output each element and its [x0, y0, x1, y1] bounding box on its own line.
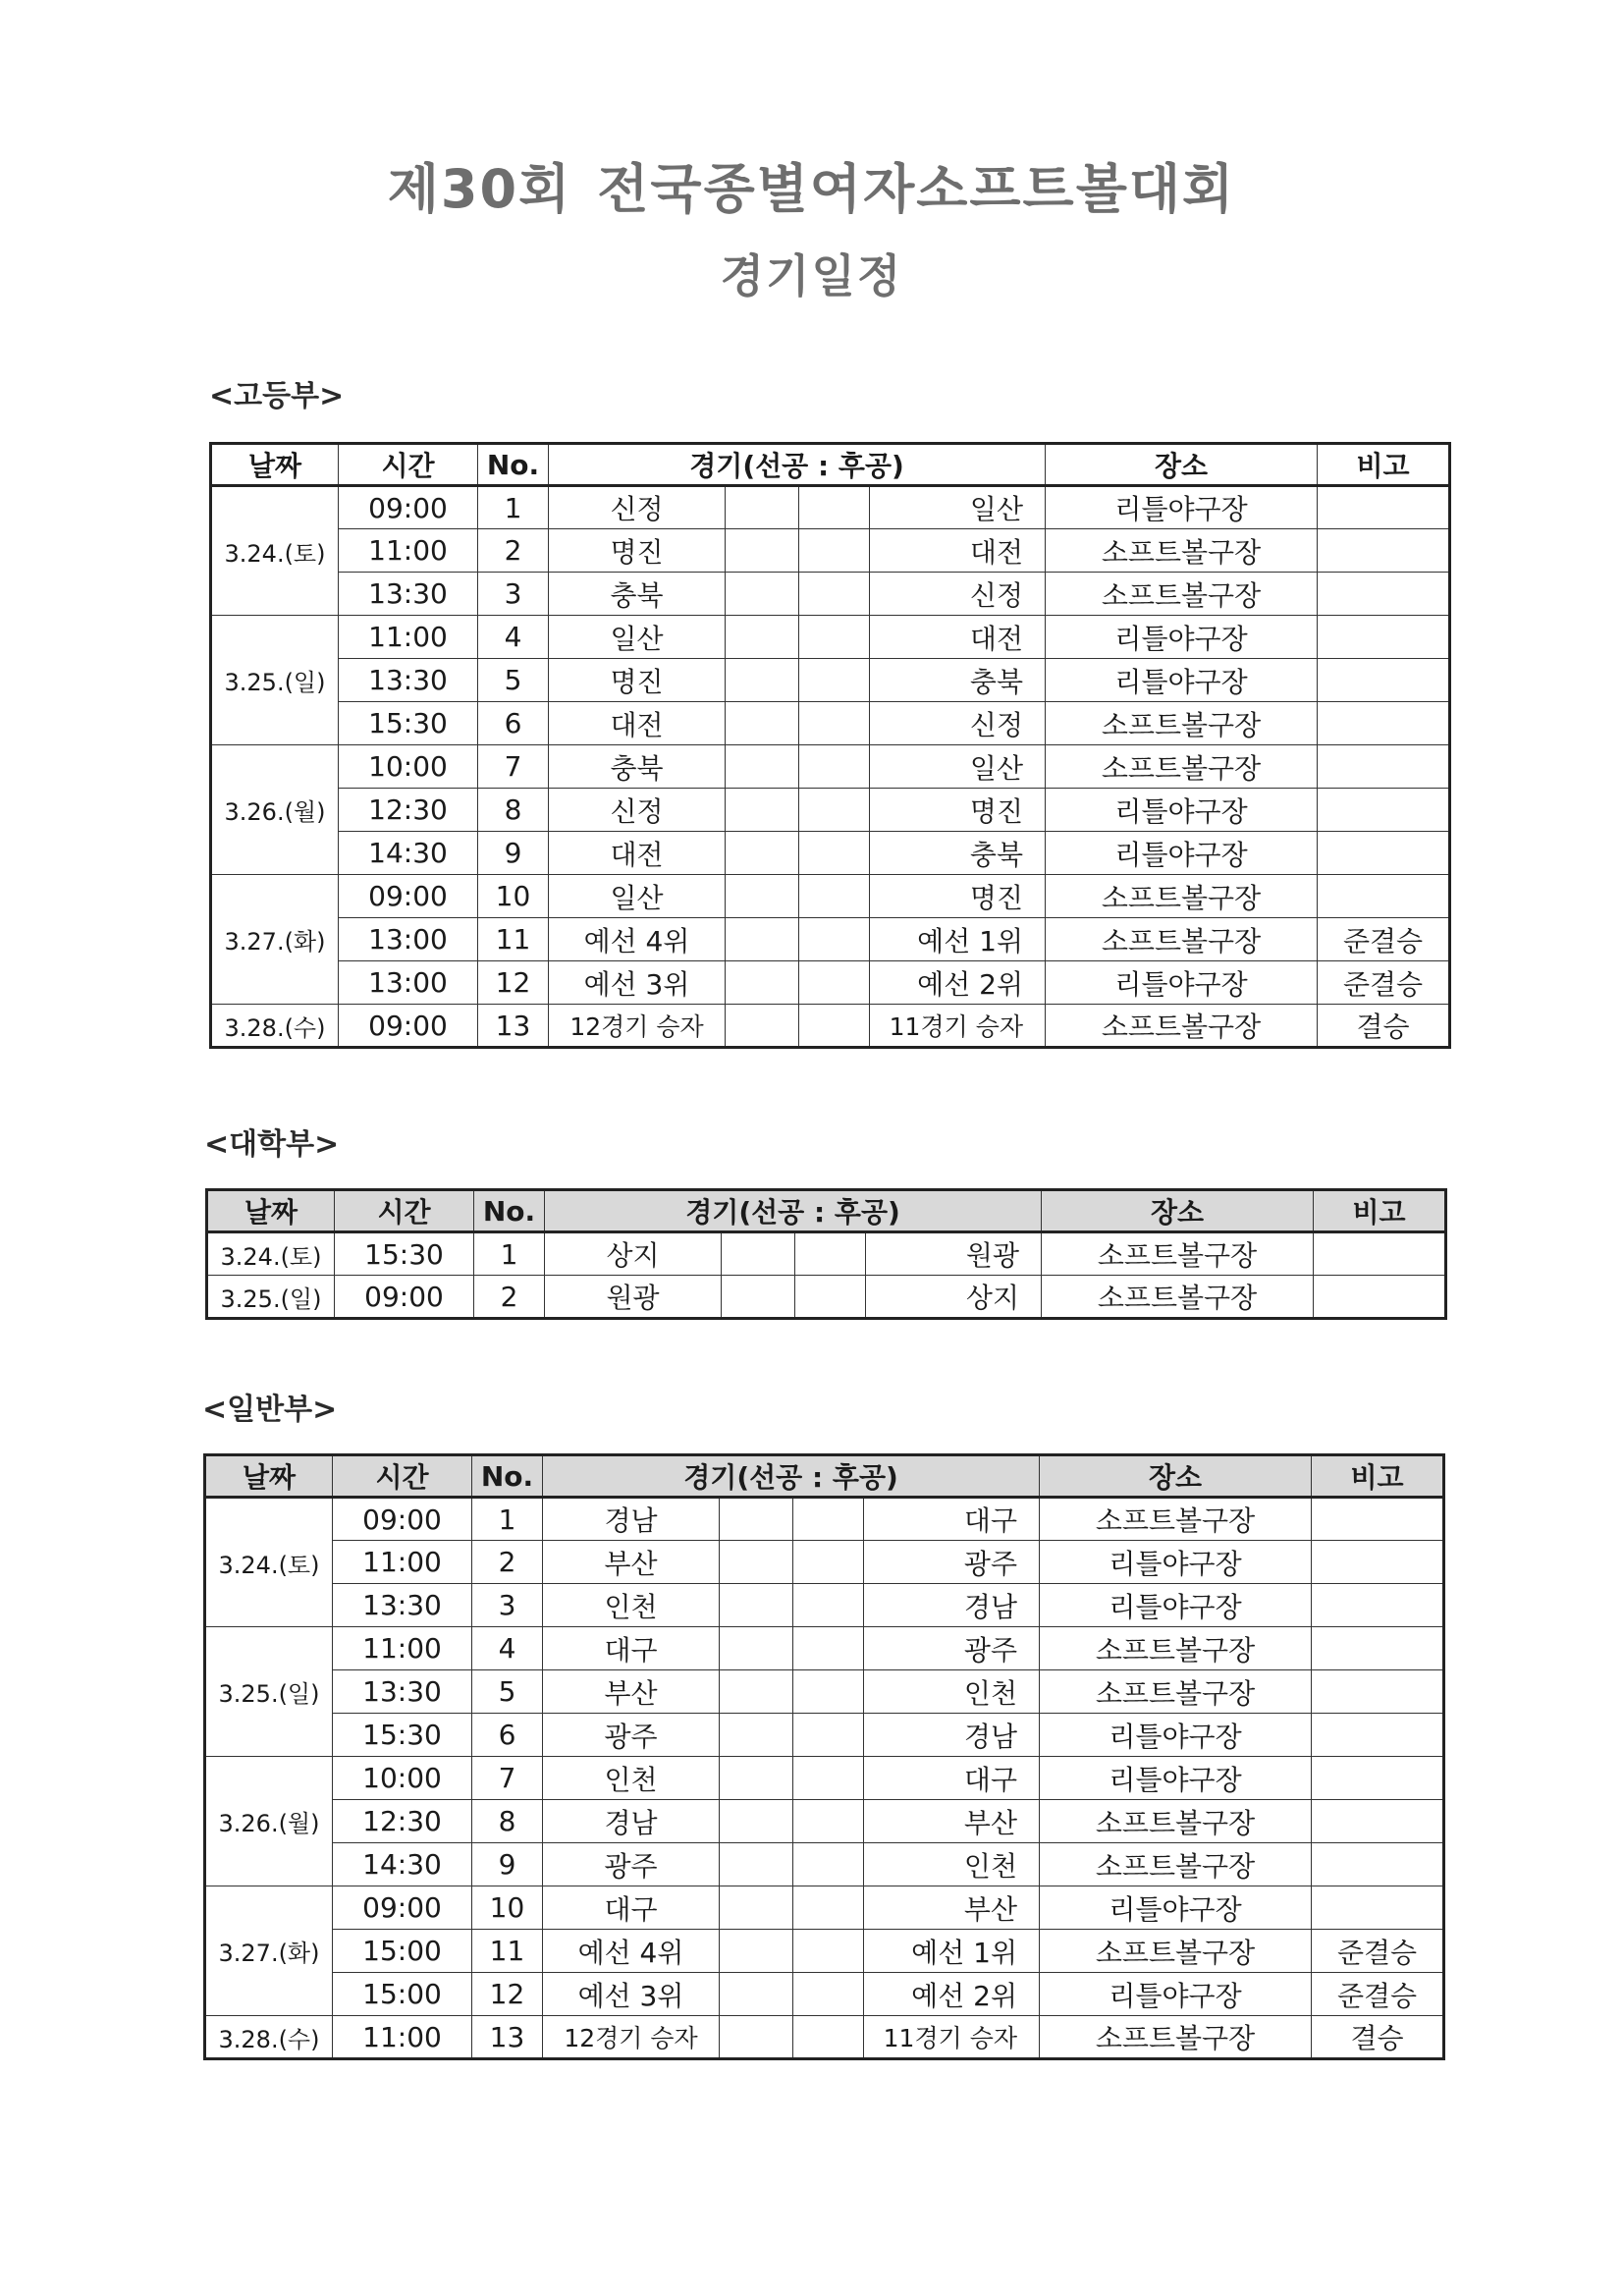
match-time: 15:00 [333, 1973, 472, 2016]
score-cell-empty [726, 659, 799, 702]
match-note: 준결승 [1318, 918, 1450, 961]
match-note [1312, 1714, 1444, 1757]
match-time: 13:00 [339, 961, 478, 1005]
match-time: 09:00 [339, 875, 478, 918]
match-number: 13 [478, 1005, 549, 1048]
match-note: 준결승 [1318, 961, 1450, 1005]
match-number: 6 [472, 1714, 543, 1757]
team-second-attack: 상지 [866, 1276, 1042, 1319]
score-cell-empty [726, 486, 799, 529]
match-number: 10 [472, 1886, 543, 1930]
match-note [1312, 1541, 1444, 1584]
score-cell-empty [726, 616, 799, 659]
team-first-attack: 신정 [549, 486, 726, 529]
match-date: 3.25.(일) [207, 1276, 335, 1319]
match-date: 3.27.(화) [205, 1886, 333, 2016]
match-time: 14:30 [339, 832, 478, 875]
match-number: 4 [478, 616, 549, 659]
team-second-attack: 대전 [870, 616, 1046, 659]
header-note: 비고 [1312, 1455, 1444, 1498]
team-first-attack: 원광 [545, 1276, 722, 1319]
header-match: 경기(선공 : 후공) [549, 444, 1046, 486]
match-time: 11:00 [333, 1627, 472, 1670]
score-cell-empty [720, 2016, 793, 2059]
match-note [1318, 529, 1450, 573]
section-label-high-school: <고등부> [209, 379, 345, 413]
match-time: 13:30 [333, 1670, 472, 1714]
team-second-attack: 충북 [870, 659, 1046, 702]
team-first-attack: 12경기 승자 [543, 2016, 720, 2059]
score-cell-empty [793, 1757, 864, 1800]
table-row [205, 1670, 1444, 1714]
match-time: 15:00 [333, 1930, 472, 1973]
match-number: 11 [472, 1930, 543, 1973]
match-note [1312, 1886, 1444, 1930]
match-date: 3.24.(토) [207, 1232, 335, 1276]
match-venue: 리틀야구장 [1040, 1714, 1312, 1757]
team-second-attack: 일산 [870, 486, 1046, 529]
match-number: 2 [472, 1541, 543, 1584]
score-cell-empty [720, 1584, 793, 1627]
match-venue: 소프트볼구장 [1040, 1670, 1312, 1714]
score-cell-empty [720, 1973, 793, 2016]
team-first-attack: 예선 4위 [549, 918, 726, 961]
score-cell-empty [799, 702, 870, 745]
header-note: 비고 [1314, 1190, 1446, 1232]
match-number: 9 [478, 832, 549, 875]
match-venue: 리틀야구장 [1040, 1973, 1312, 2016]
match-venue: 리틀야구장 [1046, 486, 1318, 529]
match-note [1312, 1757, 1444, 1800]
team-first-attack: 일산 [549, 875, 726, 918]
match-note [1312, 1498, 1444, 1541]
match-date: 3.24.(토) [211, 486, 339, 616]
schedule-table-university [205, 1188, 1447, 1320]
team-second-attack: 11경기 승자 [864, 2016, 1040, 2059]
score-cell-empty [726, 918, 799, 961]
team-first-attack: 신정 [549, 789, 726, 832]
match-venue: 소프트볼구장 [1046, 702, 1318, 745]
match-note: 결승 [1312, 2016, 1444, 2059]
table-row [211, 616, 1450, 659]
match-number: 2 [474, 1276, 545, 1319]
table-row [211, 1005, 1450, 1048]
score-cell-empty [722, 1232, 795, 1276]
score-cell-empty [722, 1276, 795, 1319]
score-cell-empty [795, 1276, 866, 1319]
match-time: 12:30 [333, 1800, 472, 1843]
match-venue: 리틀야구장 [1046, 616, 1318, 659]
team-second-attack: 인천 [864, 1843, 1040, 1886]
team-first-attack: 광주 [543, 1843, 720, 1886]
team-second-attack: 광주 [864, 1627, 1040, 1670]
schedule-table-general [203, 1453, 1445, 2060]
match-number: 2 [478, 529, 549, 573]
match-date: 3.25.(일) [211, 616, 339, 745]
team-first-attack: 예선 3위 [549, 961, 726, 1005]
team-second-attack: 부산 [864, 1800, 1040, 1843]
team-second-attack: 예선 1위 [870, 918, 1046, 961]
score-cell-empty [726, 961, 799, 1005]
score-cell-empty [793, 1498, 864, 1541]
team-first-attack: 경남 [543, 1800, 720, 1843]
team-second-attack: 원광 [866, 1232, 1042, 1276]
team-second-attack: 명진 [870, 875, 1046, 918]
score-cell-empty [799, 573, 870, 616]
score-cell-empty [726, 789, 799, 832]
table-row [211, 918, 1450, 961]
match-venue: 소프트볼구장 [1040, 1498, 1312, 1541]
header-no: No. [472, 1455, 543, 1498]
score-cell-empty [726, 1005, 799, 1048]
section-label-university: <대학부> [204, 1127, 340, 1162]
header-venue: 장소 [1046, 444, 1318, 486]
score-cell-empty [799, 918, 870, 961]
table-row [211, 573, 1450, 616]
score-cell-empty [726, 832, 799, 875]
score-cell-empty [726, 702, 799, 745]
table-row [205, 1627, 1444, 1670]
team-second-attack: 11경기 승자 [870, 1005, 1046, 1048]
team-first-attack: 명진 [549, 659, 726, 702]
match-venue: 소프트볼구장 [1046, 745, 1318, 789]
table-row [205, 1800, 1444, 1843]
score-cell-empty [793, 1584, 864, 1627]
team-second-attack: 예선 2위 [864, 1973, 1040, 2016]
section-label-general: <일반부> [202, 1393, 338, 1427]
header-match: 경기(선공 : 후공) [543, 1455, 1040, 1498]
table-row [211, 486, 1450, 529]
score-cell-empty [799, 1005, 870, 1048]
match-time: 13:30 [339, 659, 478, 702]
table-row [211, 789, 1450, 832]
score-cell-empty [799, 616, 870, 659]
table-row [211, 659, 1450, 702]
score-cell-empty [720, 1541, 793, 1584]
table-row [207, 1276, 1446, 1319]
match-note [1318, 486, 1450, 529]
score-cell-empty [793, 1800, 864, 1843]
match-number: 9 [472, 1843, 543, 1886]
score-cell-empty [720, 1670, 793, 1714]
match-time: 15:30 [333, 1714, 472, 1757]
score-cell-empty [799, 486, 870, 529]
match-number: 1 [472, 1498, 543, 1541]
match-number: 12 [478, 961, 549, 1005]
match-time: 09:00 [333, 1886, 472, 1930]
match-time: 11:00 [333, 1541, 472, 1584]
team-first-attack: 충북 [549, 745, 726, 789]
header-no: No. [474, 1190, 545, 1232]
match-note [1312, 1670, 1444, 1714]
team-second-attack: 경남 [864, 1584, 1040, 1627]
match-date: 3.28.(수) [211, 1005, 339, 1048]
match-venue: 리틀야구장 [1040, 1886, 1312, 1930]
match-note [1312, 1584, 1444, 1627]
score-cell-empty [793, 1843, 864, 1886]
match-note [1314, 1232, 1446, 1276]
team-first-attack: 일산 [549, 616, 726, 659]
team-second-attack: 일산 [870, 745, 1046, 789]
match-number: 13 [472, 2016, 543, 2059]
header-venue: 장소 [1040, 1455, 1312, 1498]
score-cell-empty [720, 1498, 793, 1541]
score-cell-empty [726, 745, 799, 789]
team-second-attack: 충북 [870, 832, 1046, 875]
match-time: 15:30 [335, 1232, 474, 1276]
team-first-attack: 충북 [549, 573, 726, 616]
score-cell-empty [795, 1232, 866, 1276]
match-note [1314, 1276, 1446, 1319]
match-date: 3.28.(수) [205, 2016, 333, 2059]
score-cell-empty [720, 1800, 793, 1843]
score-cell-empty [726, 529, 799, 573]
match-time: 13:00 [339, 918, 478, 961]
table-row [205, 1498, 1444, 1541]
match-time: 13:30 [333, 1584, 472, 1627]
match-number: 7 [478, 745, 549, 789]
match-number: 1 [478, 486, 549, 529]
match-note: 준결승 [1312, 1930, 1444, 1973]
team-second-attack: 명진 [870, 789, 1046, 832]
score-cell-empty [720, 1886, 793, 1930]
score-cell-empty [720, 1843, 793, 1886]
match-date: 3.25.(일) [205, 1627, 333, 1757]
match-number: 11 [478, 918, 549, 961]
score-cell-empty [793, 1541, 864, 1584]
match-venue: 리틀야구장 [1046, 832, 1318, 875]
header-note: 비고 [1318, 444, 1450, 486]
team-first-attack: 인천 [543, 1757, 720, 1800]
team-second-attack: 대구 [864, 1757, 1040, 1800]
team-first-attack: 광주 [543, 1714, 720, 1757]
match-number: 1 [474, 1232, 545, 1276]
header-venue: 장소 [1042, 1190, 1314, 1232]
match-number: 6 [478, 702, 549, 745]
match-time: 09:00 [333, 1498, 472, 1541]
team-second-attack: 부산 [864, 1886, 1040, 1930]
match-time: 13:30 [339, 573, 478, 616]
match-number: 3 [472, 1584, 543, 1627]
team-first-attack: 상지 [545, 1232, 722, 1276]
score-cell-empty [720, 1627, 793, 1670]
table-row [211, 745, 1450, 789]
header-date: 날짜 [207, 1190, 335, 1232]
team-first-attack: 12경기 승자 [549, 1005, 726, 1048]
match-note [1318, 616, 1450, 659]
team-second-attack: 광주 [864, 1541, 1040, 1584]
team-second-attack: 신정 [870, 573, 1046, 616]
score-cell-empty [793, 1714, 864, 1757]
score-cell-empty [799, 832, 870, 875]
header-date: 날짜 [211, 444, 339, 486]
team-second-attack: 인천 [864, 1670, 1040, 1714]
header-time: 시간 [339, 444, 478, 486]
score-cell-empty [793, 1886, 864, 1930]
title-edition: 제30회 [387, 158, 572, 220]
team-first-attack: 부산 [543, 1541, 720, 1584]
table-row [211, 875, 1450, 918]
team-first-attack: 예선 4위 [543, 1930, 720, 1973]
match-date: 3.26.(월) [211, 745, 339, 875]
team-second-attack: 신정 [870, 702, 1046, 745]
match-time: 11:00 [333, 2016, 472, 2059]
score-cell-empty [799, 961, 870, 1005]
match-date: 3.27.(화) [211, 875, 339, 1005]
match-time: 15:30 [339, 702, 478, 745]
match-venue: 리틀야구장 [1040, 1584, 1312, 1627]
match-time: 10:00 [339, 745, 478, 789]
table-row [205, 1886, 1444, 1930]
match-venue: 리틀야구장 [1046, 659, 1318, 702]
match-venue: 소프트볼구장 [1042, 1232, 1314, 1276]
table-row [205, 1843, 1444, 1886]
table-row [211, 961, 1450, 1005]
header-time: 시간 [335, 1190, 474, 1232]
match-number: 10 [478, 875, 549, 918]
match-time: 12:30 [339, 789, 478, 832]
match-venue: 소프트볼구장 [1040, 1843, 1312, 1886]
match-time: 14:30 [333, 1843, 472, 1886]
match-note [1312, 1843, 1444, 1886]
match-note: 준결승 [1312, 1973, 1444, 2016]
header-no: No. [478, 444, 549, 486]
table-row [205, 2016, 1444, 2059]
match-note [1318, 832, 1450, 875]
table-row [205, 1714, 1444, 1757]
match-number: 7 [472, 1757, 543, 1800]
match-date: 3.26.(월) [205, 1757, 333, 1886]
team-first-attack: 대전 [549, 702, 726, 745]
header-row [211, 444, 1450, 486]
match-time: 09:00 [339, 1005, 478, 1048]
table-row [205, 1930, 1444, 1973]
header-time: 시간 [333, 1455, 472, 1498]
table-row [205, 1541, 1444, 1584]
team-first-attack: 대전 [549, 832, 726, 875]
match-note [1318, 702, 1450, 745]
score-cell-empty [726, 875, 799, 918]
match-note [1312, 1627, 1444, 1670]
match-venue: 소프트볼구장 [1042, 1276, 1314, 1319]
match-number: 8 [472, 1800, 543, 1843]
match-number: 5 [472, 1670, 543, 1714]
match-number: 3 [478, 573, 549, 616]
score-cell-empty [799, 745, 870, 789]
team-first-attack: 경남 [543, 1498, 720, 1541]
table-row [211, 832, 1450, 875]
match-time: 10:00 [333, 1757, 472, 1800]
team-second-attack: 예선 2위 [870, 961, 1046, 1005]
match-number: 4 [472, 1627, 543, 1670]
match-venue: 소프트볼구장 [1046, 1005, 1318, 1048]
table-row [211, 702, 1450, 745]
match-time: 09:00 [339, 486, 478, 529]
team-first-attack: 명진 [549, 529, 726, 573]
team-first-attack: 예선 3위 [543, 1973, 720, 2016]
team-second-attack: 대구 [864, 1498, 1040, 1541]
match-number: 12 [472, 1973, 543, 2016]
team-second-attack: 경남 [864, 1714, 1040, 1757]
table-row [205, 1584, 1444, 1627]
team-first-attack: 부산 [543, 1670, 720, 1714]
match-note [1312, 1800, 1444, 1843]
score-cell-empty [799, 529, 870, 573]
score-cell-empty [726, 573, 799, 616]
match-note [1318, 573, 1450, 616]
score-cell-empty [799, 875, 870, 918]
table-row [205, 1757, 1444, 1800]
header-date: 날짜 [205, 1455, 333, 1498]
header-row [207, 1190, 1446, 1232]
match-venue: 소프트볼구장 [1040, 2016, 1312, 2059]
score-cell-empty [720, 1757, 793, 1800]
score-cell-empty [799, 789, 870, 832]
header-row [205, 1455, 1444, 1498]
match-venue: 소프트볼구장 [1046, 918, 1318, 961]
match-note [1318, 659, 1450, 702]
score-cell-empty [720, 1930, 793, 1973]
match-venue: 소프트볼구장 [1046, 573, 1318, 616]
match-number: 5 [478, 659, 549, 702]
match-time: 11:00 [339, 529, 478, 573]
match-venue: 소프트볼구장 [1040, 1627, 1312, 1670]
team-first-attack: 대구 [543, 1886, 720, 1930]
match-note [1318, 875, 1450, 918]
match-venue: 리틀야구장 [1040, 1757, 1312, 1800]
table-row [207, 1232, 1446, 1276]
match-venue: 소프트볼구장 [1046, 529, 1318, 573]
score-cell-empty [720, 1714, 793, 1757]
header-match: 경기(선공 : 후공) [545, 1190, 1042, 1232]
match-venue: 소프트볼구장 [1046, 875, 1318, 918]
team-first-attack: 대구 [543, 1627, 720, 1670]
match-number: 8 [478, 789, 549, 832]
match-venue: 리틀야구장 [1046, 789, 1318, 832]
team-second-attack: 예선 1위 [864, 1930, 1040, 1973]
match-note [1318, 789, 1450, 832]
match-venue: 소프트볼구장 [1040, 1930, 1312, 1973]
table-row [211, 529, 1450, 573]
match-note: 결승 [1318, 1005, 1450, 1048]
score-cell-empty [793, 1670, 864, 1714]
score-cell-empty [793, 1627, 864, 1670]
team-second-attack: 대전 [870, 529, 1046, 573]
table-row [205, 1973, 1444, 2016]
match-note [1318, 745, 1450, 789]
match-venue: 리틀야구장 [1046, 961, 1318, 1005]
match-time: 11:00 [339, 616, 478, 659]
score-cell-empty [793, 1930, 864, 1973]
team-first-attack: 인천 [543, 1584, 720, 1627]
score-cell-empty [793, 1973, 864, 2016]
schedule-table-high-school [209, 442, 1451, 1049]
title-event: 전국종별여자소프트볼대회 [597, 158, 1236, 220]
score-cell-empty [793, 2016, 864, 2059]
match-venue: 소프트볼구장 [1040, 1800, 1312, 1843]
match-time: 09:00 [335, 1276, 474, 1319]
document-subtitle: 경기일정 [720, 249, 903, 302]
match-date: 3.24.(토) [205, 1498, 333, 1627]
document-title [0, 147, 1623, 223]
score-cell-empty [799, 659, 870, 702]
match-venue: 리틀야구장 [1040, 1541, 1312, 1584]
